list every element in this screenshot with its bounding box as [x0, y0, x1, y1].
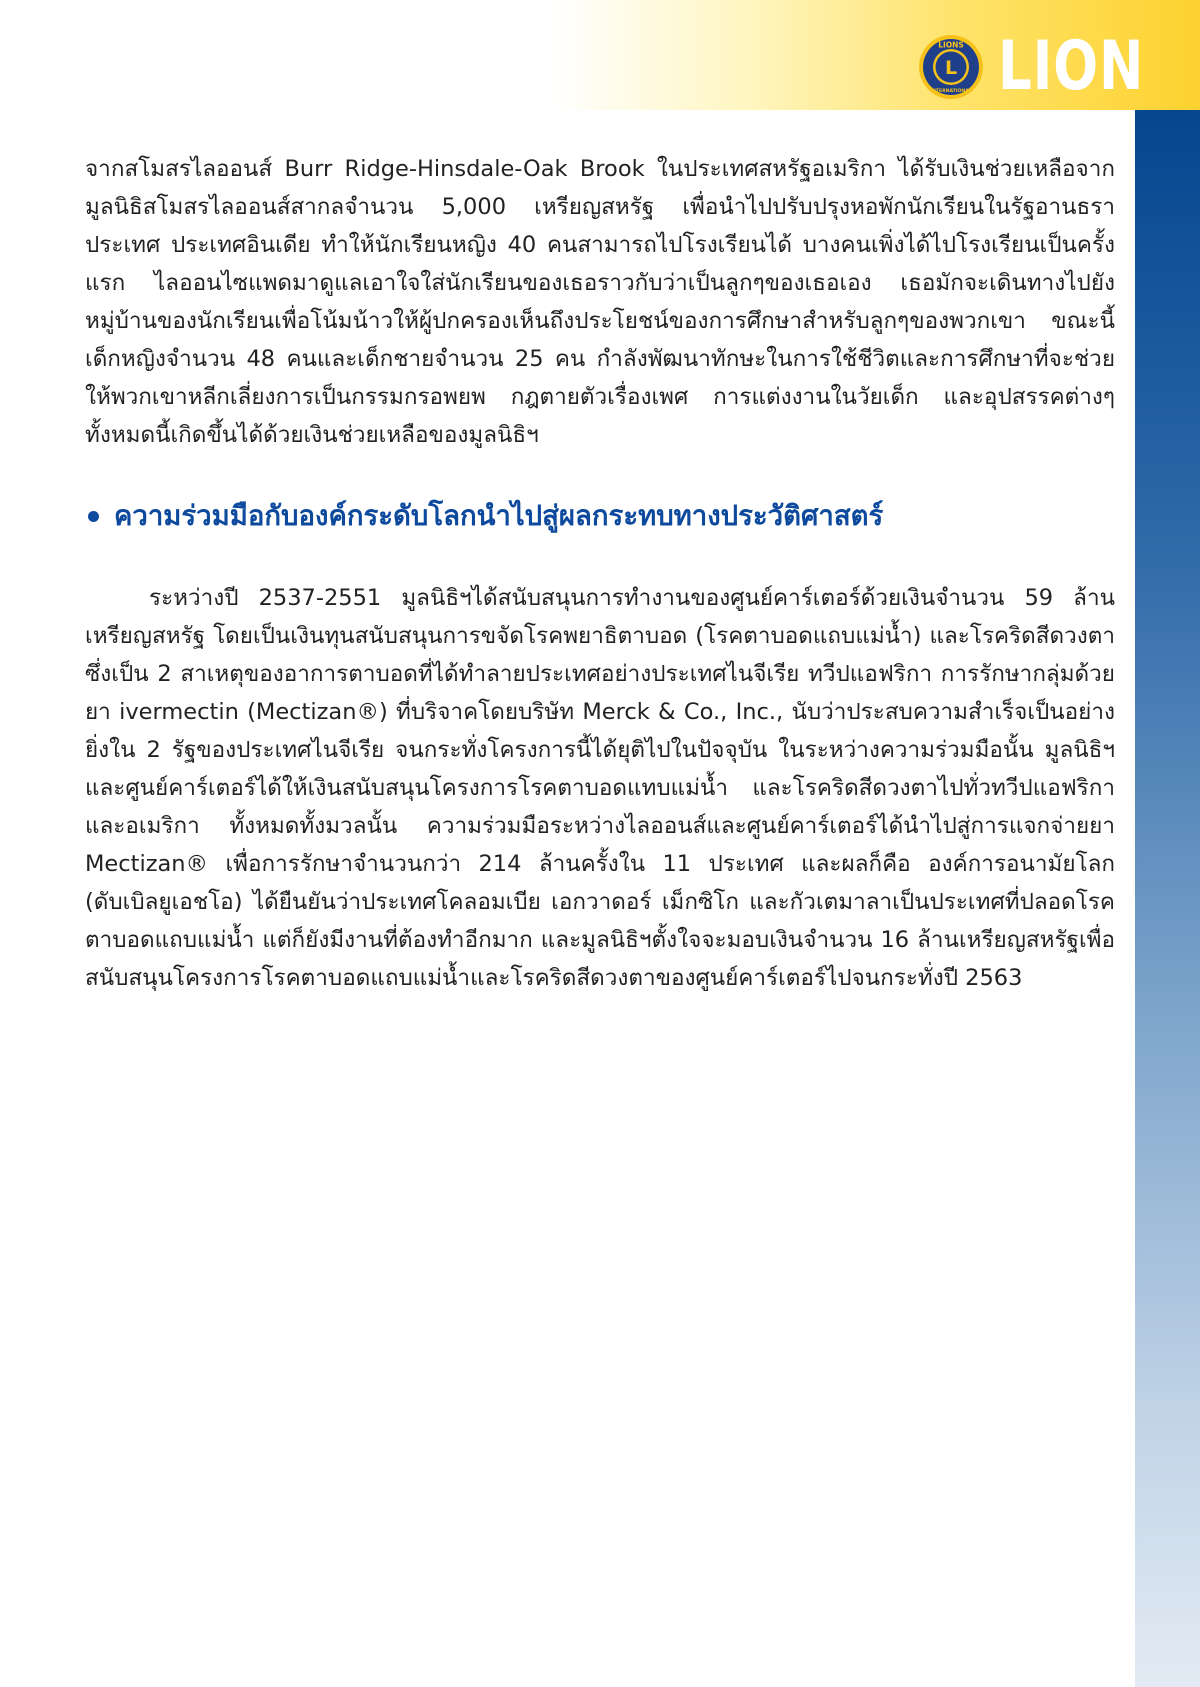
emblem-bottom-text: INTERNATIONAL — [930, 89, 972, 94]
section-heading-text: ความร่วมมือกับองค์กระดับโลกนำไปสู่ผลกระทบทางประวัติศาสตร์ — [114, 500, 884, 532]
side-gradient-bar — [1135, 110, 1200, 1687]
emblem-top-text: LIONS — [938, 40, 964, 50]
lions-logo — [918, 27, 1185, 106]
body-paragraph-1: จากสโมสรไลออนส์ Burr Ridge-Hinsdale-Oak Brook ในประเทศสหรัฐอเมริกา ได้รับเงินช่วยเหลือจากมูลนิธิสโมสรไลออนส์สากลจำนวน 5,000 เหรียญสหรัฐ เพื่อนำไปปรับปรุงหอพักนักเรียนในรัฐอานธราประเทศ ประเทศอินเดีย ทำให้นักเรียนหญิง 40 คนสามารถไปโรงเรียนได้ บางคนเพิ่งได้ไปโรงเรียนเป็นครั้งแรก ไลออนไซแพดมาดูแลเอาใจใส่นักเรียนของเธอราวกับว่าเป็นลูกๆของเธอเอง เธอมักจะเดินทางไปยังหมู่บ้านของนักเรียนเพื่อโน้มน้าวให้ผู้ปกครองเห็นถึงประโยชน์ของการศึกษาสำหรับลูกๆของพวกเขา ขณะนี้เด็กหญิงจำนวน 48 คนและเด็กชายจำนวน 25 คน กำลังพัฒนาทักษะในการใช้ชีวิตและการศึกษาที่จะช่วยให้พวกเขาหลีกเลี่ยงการเป็นกรรมกรอพยพ กฎตายตัวเรื่องเพศ การแต่งงานในวัยเด็ก และอุปสรรคต่างๆ ทั้งหมดนี้เกิดขึ้นได้ด้วยเงินช่วยเหลือของมูลนิธิฯ — [85, 156, 1115, 448]
lion-wordmark: LION — [998, 27, 1145, 106]
article-content — [85, 150, 1115, 997]
body-paragraph-2: ระหว่างปี 2537-2551 มูลนิธิฯได้สนับสนุนการทำงานของศูนย์คาร์เตอร์ด้วยเงินจำนวน 59 ล้านเหรียญสหรัฐ โดยเป็นเงินทุนสนับสนุนการขจัดโรคพยาธิตาบอด (โรคตาบอดแถบแม่น้ำ) และโรคริดสีดวงตา ซึ่งเป็น 2 สาเหตุของอาการตาบอดที่ได้ทำลายประเทศอย่างประเทศไนจีเรีย ทวีปแอฟริกา การรักษากลุ่มด้วยยา ivermectin (Mectizan®) ที่บริจาคโดยบริษัท Merck & Co., Inc., นับว่าประสบความสำเร็จเป็นอย่างยิ่งใน 2 รัฐของประเทศไนจีเรีย จนกระทั่งโครงการนี้ได้ยุติไปในปัจจุบัน ในระหว่างความร่วมมือนั้น มูลนิธิฯและศูนย์คาร์เตอร์ได้ให้เงินสนับสนุนโครงการโรคตาบอดแทบแม่น้ำ และโรคริดสีดวงตาไปทั่วทวีปแอฟริกาและอเมริกา ทั้งหมดทั้งมวลนั้น ความร่วมมือระหว่างไลออนส์และศูนย์คาร์เตอร์ได้นำไปสู่การแจกจ่ายยา Mectizan® เพื่อการรักษาจำนวนกว่า 214 ล้านครั้งใน 11 ประเทศ และผลก็คือ องค์การอนามัยโลก (ดับเบิลยูเอชโอ) ได้ยืนยันว่าประเทศโคลอมเบีย เอกวาดอร์ เม็กซิโก และกัวเตมาลาเป็นประเทศที่ปลอดโรคตาบอดแถบแม่น้ำ แต่ก็ยังมีงานที่ต้องทำอีกมาก และมูลนิธิฯตั้งใจจะมอบเงินจำนวน 16 ล้านเหรียญสหรัฐเพื่อสนับสนุนโครงการโรคตาบอดแถบแม่น้ำและโรคริดสีดวงตาของศูนย์คาร์เตอร์ไปจนกระทั่งปี 2563 — [85, 585, 1115, 991]
lions-emblem-icon — [918, 34, 984, 100]
section-heading — [85, 496, 1115, 536]
emblem-letter: L — [944, 57, 958, 79]
bullet-icon — [88, 511, 99, 522]
